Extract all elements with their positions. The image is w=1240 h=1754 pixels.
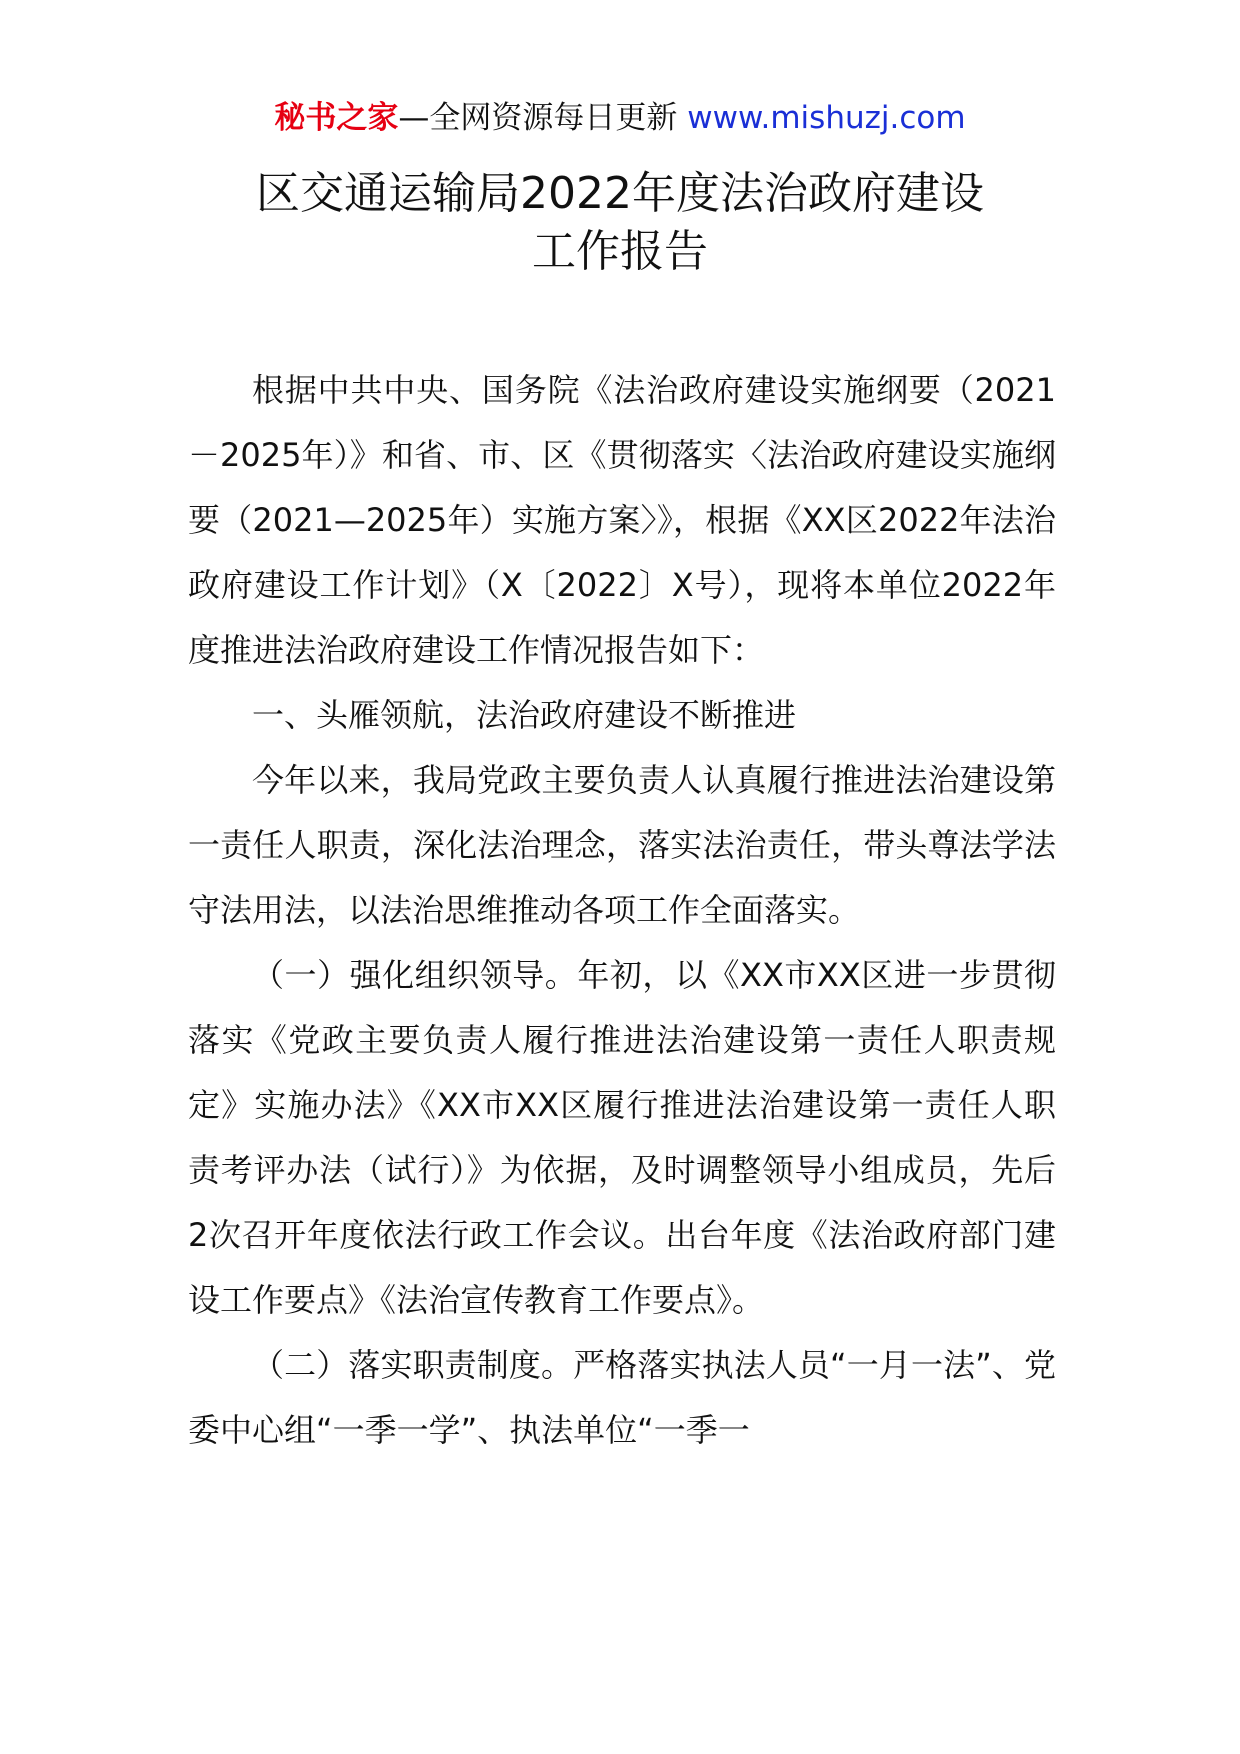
- paragraph-responsibility: （二）落实职责制度。严格落实执法人员“一月一法”、党委中心组“一季一学”、执法单位“一季一: [188, 1346, 1056, 1449]
- document-title: [0, 165, 1240, 281]
- document-body: [188, 358, 1056, 1463]
- title-line-2: 工作报告: [532, 226, 708, 277]
- paragraph-section-1: 今年以来，我局党政主要负责人认真履行推进法治建设第一责任人职责，深化法治理念，落实法治责任，带头尊法学法守法用法，以法治思维推动各项工作全面落实。: [188, 761, 1056, 929]
- title-line-1: 区交通运输局2022年度法治政府建设: [256, 168, 984, 219]
- banner-slogan: —全网资源每日更新: [398, 100, 688, 136]
- paragraph-organization: （一）强化组织领导。年初，以《XX市XX区进一步贯彻落实《党政主要负责人履行推进法治建设第一责任人职责规定》实施办法》《XX市XX区履行推进法治建设第一责任人职责考评办法（试行）》为依据，及时调整领导小组成员，先后2次召开年度依法行政工作会议。出台年度《法治政府部门建设工作要点》《法治宣传教育工作要点》。: [188, 956, 1056, 1319]
- paragraph-intro: 根据中共中央、国务院《法治政府建设实施纲要（2021－2025年）》和省、市、区《贯彻落实〈法治政府建设实施纲要（2021—2025年）实施方案〉》，根据《XX区2022年法治政府建设工作计划》（X〔2022〕X号），现将本单位2022年度推进法治政府建设工作情况报告如下：: [188, 371, 1056, 669]
- header-banner: [0, 98, 1240, 138]
- brand-name: 秘书之家: [274, 100, 399, 136]
- website-link[interactable]: www.mishuzj.com: [687, 100, 966, 136]
- section-heading-1: 一、头雁领航，法治政府建设不断推进: [252, 696, 797, 734]
